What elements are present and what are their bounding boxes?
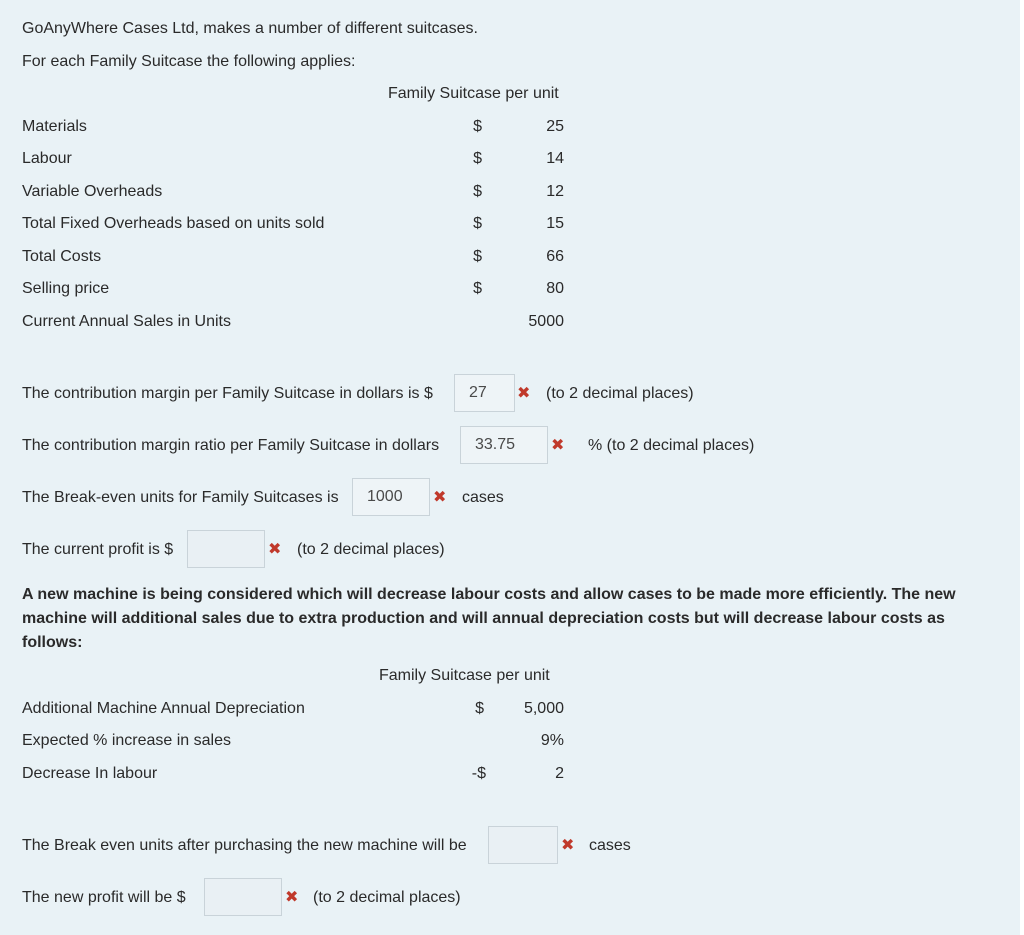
row-value-labour-decrease: 2 [555, 765, 564, 782]
row-currency: $ [475, 700, 484, 717]
row-value-variable-overheads: 12 [546, 183, 564, 200]
intro-line-2: For each Family Suitcase the following applies: [22, 53, 356, 70]
right-border [1020, 0, 1024, 935]
new-profit-answer-input[interactable] [204, 878, 282, 916]
profit-question-text: The current profit is $ [22, 541, 174, 558]
row-value-fixed-overheads: 15 [546, 215, 564, 232]
row-value-depreciation: 5,000 [523, 700, 564, 717]
cm-answer-input[interactable]: 27 [454, 374, 515, 412]
cm-question-text: The contribution margin per Family Suitcase in dollars is $ [22, 385, 433, 402]
cmr-suffix: % (to 2 decimal places) [588, 437, 755, 454]
row-value-annual-sales: 5000 [528, 313, 564, 330]
row-value-selling-price: 80 [546, 280, 564, 297]
row-label-annual-sales: Current Annual Sales in Units [22, 313, 231, 330]
incorrect-icon: ✖ [433, 489, 447, 506]
cmr-question-text: The contribution margin ratio per Family Suitcase in dollars [22, 437, 440, 454]
profit-answer-input[interactable] [187, 530, 265, 568]
be-new-suffix: cases [589, 837, 631, 854]
row-label-fixed-overheads: Total Fixed Overheads based on units sold [22, 215, 325, 232]
row-currency: -$ [471, 765, 486, 782]
row-label-sales-increase: Expected % increase in sales [22, 732, 231, 749]
incorrect-icon: ✖ [268, 541, 282, 558]
new-profit-question-text: The new profit will be $ [22, 889, 186, 906]
row-currency: $ [473, 150, 482, 167]
row-currency: $ [473, 215, 482, 232]
scenario-line-3: follows: [22, 634, 83, 651]
be-question-text: The Break-even units for Family Suitcases is [22, 489, 339, 506]
row-value-sales-increase: 9% [540, 732, 564, 749]
row-currency: $ [473, 280, 482, 297]
row-currency: $ [473, 183, 482, 200]
be-answer-input[interactable]: 1000 [352, 478, 430, 516]
intro-line-1: GoAnyWhere Cases Ltd, makes a number of different suitcases. [22, 20, 478, 37]
incorrect-icon: ✖ [561, 837, 575, 854]
row-label-variable-overheads: Variable Overheads [22, 183, 163, 200]
incorrect-icon: ✖ [551, 437, 565, 454]
be-new-question-text: The Break even units after purchasing the new machine will be [22, 837, 467, 854]
row-label-selling-price: Selling price [22, 280, 110, 297]
row-currency: $ [473, 248, 482, 265]
table1-header: Family Suitcase per unit [388, 85, 559, 102]
be-suffix: cases [462, 489, 504, 506]
row-label-depreciation: Additional Machine Annual Depreciation [22, 700, 305, 717]
incorrect-icon: ✖ [285, 889, 299, 906]
row-value-total-costs: 66 [546, 248, 564, 265]
scenario-line-2: machine will additional sales due to extra production and will annual depreciation costs but will decrease labour costs as [22, 610, 945, 627]
cmr-answer-input[interactable]: 33.75 [460, 426, 548, 464]
cm-suffix: (to 2 decimal places) [546, 385, 694, 402]
profit-suffix: (to 2 decimal places) [297, 541, 445, 558]
incorrect-icon: ✖ [517, 385, 531, 402]
row-label-total-costs: Total Costs [22, 248, 102, 265]
row-value-materials: 25 [546, 118, 564, 135]
row-label-labour: Labour [22, 150, 72, 167]
row-value-labour: 14 [546, 150, 564, 167]
row-label-materials: Materials [22, 118, 87, 135]
row-currency: $ [473, 118, 482, 135]
table2-header: Family Suitcase per unit [379, 667, 550, 684]
scenario-line-1: A new machine is being considered which will decrease labour costs and allow cases to be made more efficiently. The new [22, 586, 956, 603]
row-label-labour-decrease: Decrease In labour [22, 765, 158, 782]
new-profit-suffix: (to 2 decimal places) [313, 889, 461, 906]
be-new-answer-input[interactable] [488, 826, 558, 864]
